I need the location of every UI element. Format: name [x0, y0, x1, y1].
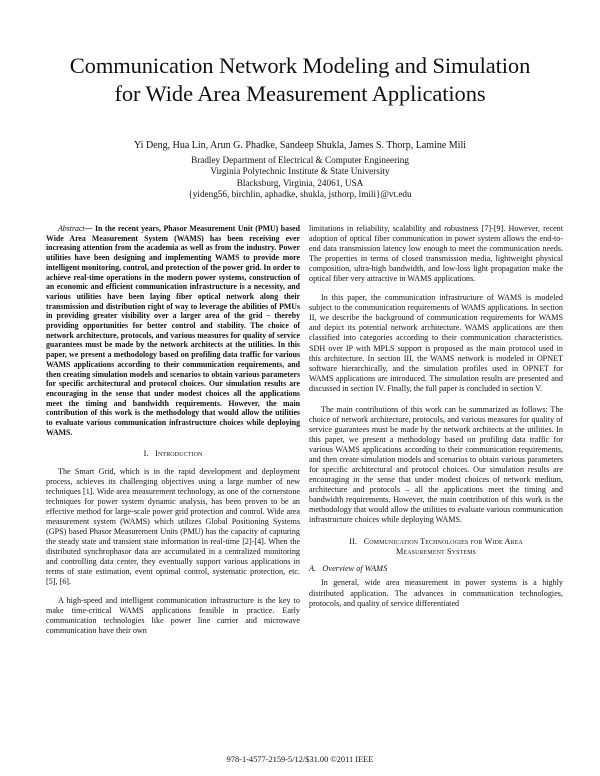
paper-title — [40, 52, 560, 108]
section-number: I. — [143, 449, 149, 459]
intro-paragraph-1: The Smart Grid, which is in the rapid development and deployment process, achieves its challenging objectives using a large number of new techniques [1]. Wide area measurement technology, as one of the cornerstone techniques for power system dynamic analysis, has been proven to be an effective method for large-scale power grid protection and control. Wide area measurement system (WAMS) which utilizes Global Positioning Systems (GPS) based Phasor Measurement Units (PMU) has the capacity of capturing the steady state and transient state information in real-time [2]-[4]. When the distributed synchrophasor data are accumulated in a centralized monitoring and controlling data center, they eventually support various applications in terms of state estimation, event optimal control, systematic protection, etc. [5], [6]. — [46, 466, 300, 587]
abstract-label: Abstract — [58, 224, 85, 233]
left-column — [46, 224, 300, 636]
section-number: II. — [349, 537, 358, 547]
affiliation-department: Bradley Department of Electrical & Computer Engineering — [191, 155, 409, 165]
copyright-footer: 978-1-4577-2159-5/12/$31.00 ©2011 IEEE — [226, 755, 374, 764]
section-title: Introduction — [155, 449, 203, 459]
section-heading-introduction — [46, 449, 300, 459]
intro-paragraph-2: A high-speed and intelligent communication infrastructure is the key to make time-critical WAMS applications feasible in practice. Early communication technologies like power line carrier and microwave communication have their own — [46, 596, 300, 636]
subsection-label: A. — [309, 564, 317, 574]
intro-paragraph-4: In this paper, the communication infrastructure of WAMS is modeled subject to the communication requirements of WAMS applications. In section II, we describe the background of communication requirements for WAMS and depict its potential network architecture. WAMS applications are then classified into categories according to their communication characteristics. SDH over IP with MPLS support is proposed as the main protocol used in this architecture. In section III, the WAMS network is modeled in OPNET software hierarchically, and the simulation profiles used in OPNET for WAMS applications are introduced. The simulation results are presented and discussed in section IV. Finally, the full paper is concluded in section V. — [309, 293, 563, 393]
section-heading-communication-technologies — [309, 537, 563, 557]
subsection-heading-overview — [309, 564, 563, 574]
affiliation-block — [40, 155, 560, 201]
abstract — [46, 224, 300, 437]
overview-paragraph: In general, wide area measurement in power systems is a highly distributed application. The advances in communication technologies, protocols, and quality of service differentiated — [309, 578, 563, 608]
right-column — [309, 224, 563, 609]
abstract-text: — In the recent years, Phasor Measurement Unit (PMU) based Wide Area Measurement System (WAMS) has been receiving ever increasing attention from the academia as well as from the industry. Power utilities have been designing and implementing WAMS to provide more intelligent monitoring, control, and protection of the power grid. In order to achieve real-time operations in the modern power systems, construction of an economic and efficient communication infrastructure is a necessity, and various utilities have been laying fiber optical network along their transmission and distribution right of way to leverage the abilities of PMUs in providing greater visibility over a larger area of the grid – thereby providing opportunities for better control and stability. The choice of network architecture, protocols, and various measures for quality of service guarantees must be made by the network architects at the utilities. In this paper, we present a methodology based on profiling data traffic for various WAMS applications according to their communication requirements, and then creating simulation models and scenarios to obtain various parameters for specific architectural and protocol choices. Our simulation results are encouraging in the sense that under modest choices all the applications meet the timing and bandwidth requirements. However, the main contribution of this work is the methodology that would allow the utilities to evaluate various communication infrastructure choices while deploying WAMS. — [46, 224, 300, 437]
author-list: Yi Deng, Hua Lin, Arun G. Phadke, Sandeep Shukla, James S. Thorp, Lamine Mili — [134, 140, 466, 151]
affiliation-institute: Virginia Polytechnic Institute & State University — [210, 166, 390, 177]
section-title-line-2: Measurement Systems — [396, 547, 476, 557]
affiliation-location: Blacksburg, Virginia, 24061, USA — [236, 177, 364, 188]
section-title-line-1: Communication Technologies for Wide Area — [363, 537, 523, 547]
title-line-1: Communication Network Modeling and Simulation — [69, 53, 531, 78]
intro-paragraph-3: limitations in reliability, scalability and robustness [7]-[9]. However, recent adoption of optical fiber communication in power system allows the end-to-end data transmission latency low enough to meet the communication needs. The properties in terms of closed transmission media, lightweight physical composition, ultra-high bandwidth, and low-loss light propagation make the optical fiber very attractive in WAMS applications. — [309, 224, 563, 284]
title-line-2: for Wide Area Measurement Applications — [114, 81, 486, 106]
affiliation-emails: {yideng56, birchlin, aphadke, shukla, jsthorp, lmili}@vt.edu — [188, 189, 412, 200]
intro-paragraph-5: The main contributions of this work can be summarized as follows: The choice of network architecture, protocols, and various measures for quality of service guarantees must be made by the network architects at the utilities. In this paper, we present a methodology based on profiling data traffic for various WAMS applications according to their communication requirements, and then create simulation models and scenarios to obtain various parameters for specific architectural and protocol choices. Our simulation results are encouraging in the sense that under modest choices of network medium, architecture and protocols – all the applications meet the timing and bandwidth requirements. However, the main contribution of this work is the methodology that would allow the utilities to evaluate various communication infrastructure choices while deploying WAMS. — [309, 404, 563, 525]
subsection-title: Overview of WAMS — [322, 564, 388, 574]
